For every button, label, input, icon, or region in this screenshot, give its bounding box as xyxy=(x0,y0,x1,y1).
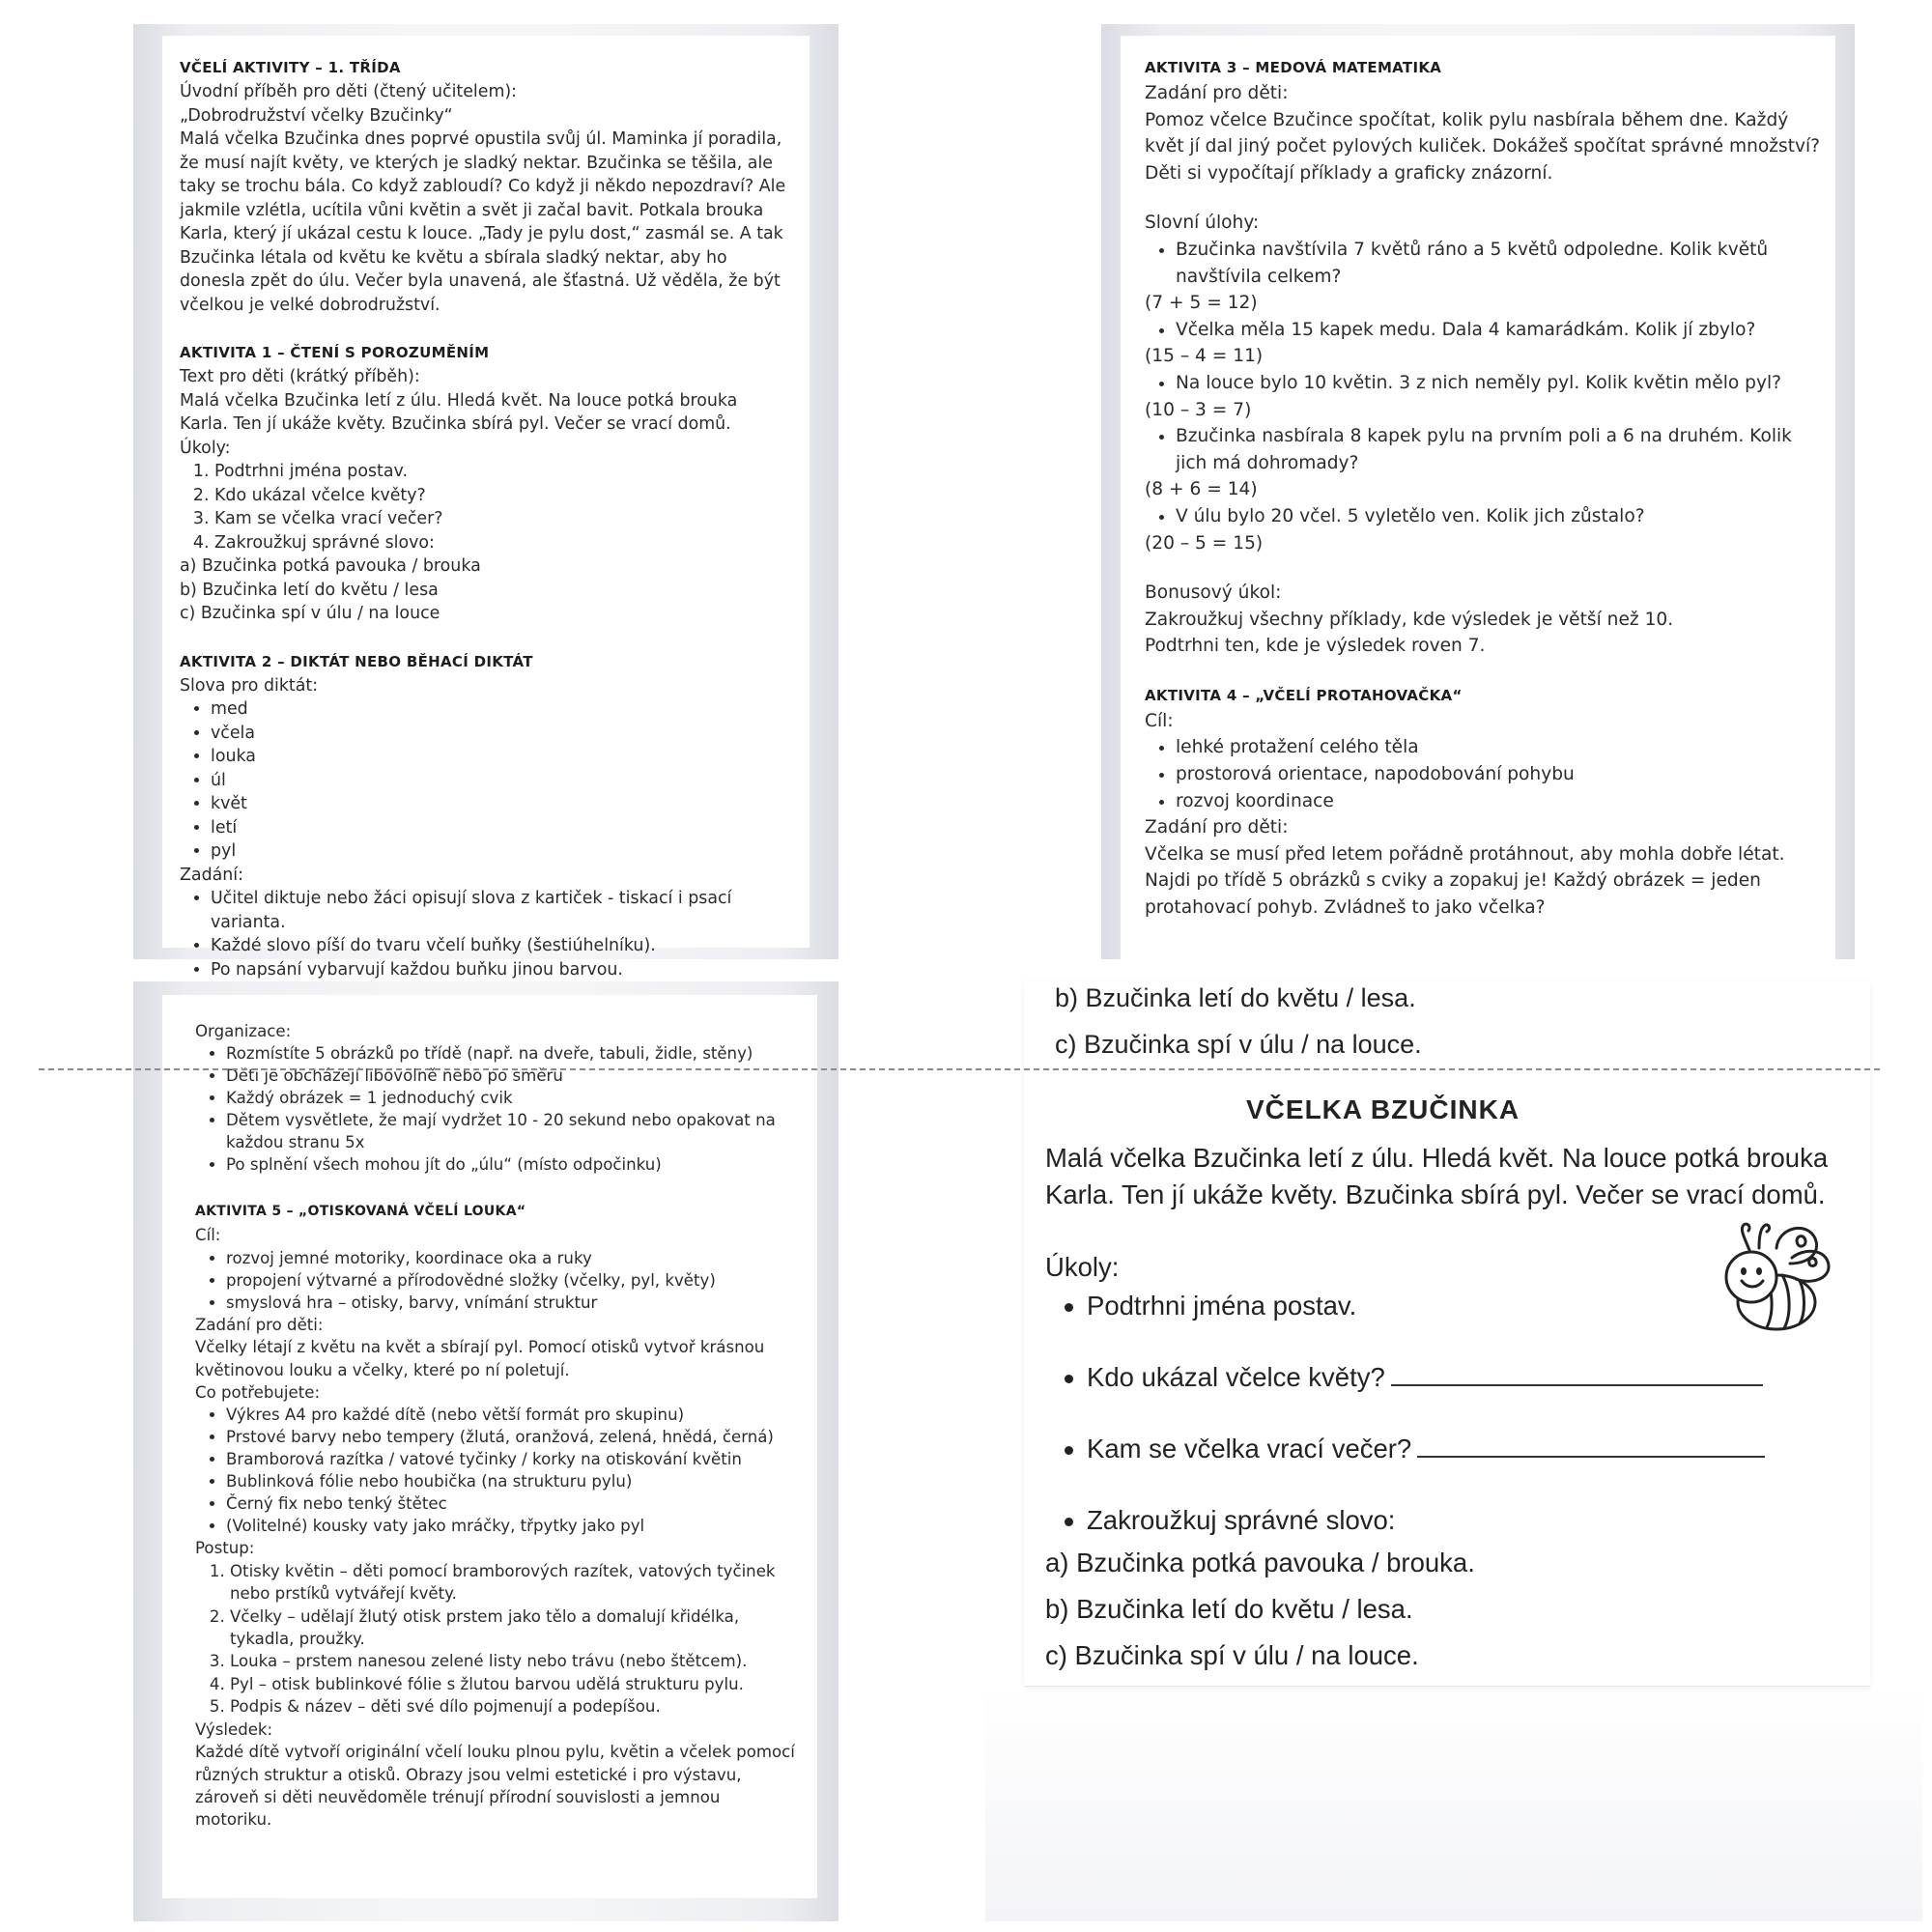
page-content xyxy=(1121,36,1835,959)
list-item: • Každý obrázek = 1 jednoduchý cvik xyxy=(226,1087,796,1109)
answer-blank[interactable] xyxy=(1417,1435,1765,1458)
org-label: Organizace: xyxy=(195,1022,292,1040)
a5-assign: Včelky létají z květu na květ a sbírají pyl. Pomocí otisků vytvoř krásnou květinovou louku a včelky, které po ní poletují. xyxy=(195,1338,765,1379)
worksheet-text: Malá včelka Bzučinka letí z úlu. Hledá květ. Na louce potká brouka Karla. Ten jí ukáže květy. Bzučinka sbírá pyl. Večer se vrací domů. xyxy=(1045,1143,1829,1209)
problem-answer: (20 – 5 = 15) xyxy=(1145,532,1264,554)
list-item: • pyl xyxy=(211,839,788,864)
list-item: • lehké protažení celého těla xyxy=(1176,734,1826,761)
result-text: Každé dítě vytvoří originální včelí louku plnou pylu, květin a včelek pomocí různých struktur a otisků. Obrazy jsou velmi estetické i pro výstavu, zároveň si děti neuvědoměle trénují přírodní souvislosti a jemnou motoriku. xyxy=(195,1743,795,1830)
a3-assign-label: Zadání pro děti: xyxy=(1145,83,1289,103)
problem-question: • V úlu bylo 20 včel. 5 vyletělo ven. Kolik jich zůstalo? xyxy=(1176,503,1826,530)
list-item: 3. Kam se včelka vrací večer? xyxy=(214,507,788,531)
list-item: 4. Zakroužkuj správné slovo: xyxy=(214,531,788,555)
list-item: • Bublinková fólie nebo houbička (na strukturu pylu) xyxy=(226,1470,796,1492)
problem-question: • Bzučinka navštívila 7 květů ráno a 5 květů odpoledne. Kolik květů navštívila celkem? xyxy=(1176,237,1826,290)
a2-assign-list xyxy=(180,887,788,981)
list-item: • med xyxy=(211,697,788,722)
activity-4-title: AKTIVITA 4 – „VČELÍ PROTAHOVAČKA“ xyxy=(1145,686,1463,704)
list-item: • propojení výtvarné a přírodovědné složky (včelky, pyl, květy) xyxy=(226,1269,796,1292)
problems-label: Slovní úlohy: xyxy=(1145,213,1260,234)
bonus-label: Bonusový úkol: xyxy=(1145,582,1282,604)
a3-assign-2: Děti si vypočítají příklady a graficky znázorní. xyxy=(1145,162,1553,184)
worksheet-title: VČELKA BZUČINKA xyxy=(1246,1094,1520,1124)
a4-goal-list xyxy=(1145,734,1826,814)
problem-item xyxy=(1145,317,1826,344)
list-item: • letí xyxy=(211,816,788,840)
task-text: Zakroužkuj správné slovo: xyxy=(1087,1505,1396,1535)
need-list xyxy=(195,1404,796,1537)
need-label: Co potřebujete: xyxy=(195,1383,321,1403)
task-item xyxy=(1065,1434,1765,1464)
task-item xyxy=(1065,1505,1395,1536)
task-text: Kdo ukázal včelce květy? xyxy=(1087,1362,1385,1392)
a1-tasks-label: Úkoly: xyxy=(180,438,231,458)
page-content xyxy=(162,995,817,1898)
list-item: • Po napsání vybarvují každou buňku jinou barvou. xyxy=(211,958,788,982)
problem-answer: (8 + 6 = 14) xyxy=(1145,479,1258,500)
bullet-icon xyxy=(1065,1303,1073,1312)
option-c: c) Bzučinka spí v úlu / na louce. xyxy=(1045,1640,1419,1670)
result-label: Výsledek: xyxy=(195,1719,273,1739)
a1-text: Malá včelka Bzučinka letí z úlu. Hledá květ. Na louce potká brouka Karla. Ten jí ukáže květy. Bzučinka sbírá pyl. Večer se vrací domů. xyxy=(180,390,738,434)
list-item: 4. Pyl – otisk bublinkové fólie s žlutou barvou udělá strukturu pylu. xyxy=(230,1673,796,1695)
worksheet-page-3 xyxy=(133,981,838,1921)
task-item xyxy=(1065,1291,1356,1321)
option-b-line: b) Bzučinka letí do květu / lesa. xyxy=(1055,983,1416,1012)
task-item xyxy=(1065,1362,1763,1393)
list-item: • Každé slovo píší do tvaru včelí buňky (šestiúhelníku). xyxy=(211,934,788,958)
list-item: • Bramborová razítka / vatové tyčinky / korky na otiskování květin xyxy=(226,1448,796,1470)
tasks-label: Úkoly: xyxy=(1045,1252,1120,1282)
list-item: • (Volitelné) kousky vaty jako mráčky, třpytky jako pyl xyxy=(226,1515,796,1537)
list-item: 2. Kdo ukázal včelce květy? xyxy=(214,484,788,508)
list-item: • smyslová hra – otisky, barvy, vnímání struktur xyxy=(226,1292,796,1314)
a5-goal-list xyxy=(195,1247,796,1314)
a1-text-label: Text pro děti (krátký příběh): xyxy=(180,367,420,386)
list-item: • Po splnění všech mohou jít do „úlu“ (místo odpočinku) xyxy=(226,1153,796,1176)
org-list xyxy=(195,1042,796,1176)
bullet-icon xyxy=(1065,1446,1073,1455)
a1-option: a) Bzučinka potká pavouka / brouka xyxy=(180,556,481,576)
a4-assign: Včelka se musí před letem pořádně protáhnout, aby mohla dobře létat. Najdi po třídě 5 obrázků s cviky a zopakuj je! Každý obrázek = jeden protahovací pohyb. Zvládneš to jako včelka? xyxy=(1145,843,1785,919)
steps-list xyxy=(195,1560,796,1719)
bonus-task: Zakroužkuj všechny příklady, kde výsledek je větší než 10. xyxy=(1145,609,1674,630)
a2-word-list xyxy=(180,697,788,864)
activity-5-title: AKTIVITA 5 – „OTISKOVANÁ VČELÍ LOUKA“ xyxy=(195,1204,526,1220)
problem-answer: (15 – 4 = 11) xyxy=(1145,346,1264,367)
problem-item xyxy=(1145,237,1826,290)
a1-task-list xyxy=(180,460,788,554)
problem-question: • Na louce bylo 10 květin. 3 z nich neměly pyl. Kolik květin mělo pyl? xyxy=(1176,370,1826,397)
worksheet-page-1 xyxy=(133,24,838,980)
a4-assign-label: Zadání pro děti: xyxy=(1145,817,1289,838)
task-text: Podtrhni jména postav. xyxy=(1087,1291,1357,1321)
story-title: „Dobrodružství včelky Bzučinky“ xyxy=(180,105,453,126)
list-item: • Rozmístíte 5 obrázků po třídě (např. na dveře, tabuli, židle, stěny) xyxy=(226,1042,796,1065)
page-content xyxy=(162,36,810,980)
cut-line xyxy=(39,1068,1880,1070)
a3-assign: Pomoz včelce Bzučince spočítat, kolik pylu nasbírala během dne. Každý květ jí dal jiný počet pylových kuliček. Dokážeš spočítat správné množství? xyxy=(1145,109,1821,157)
a5-assign-label: Zadání pro děti: xyxy=(195,1315,324,1334)
problem-question: • Bzučinka nasbírala 8 kapek pylu na prvním poli a 6 na druhém. Kolik jich má dohromady? xyxy=(1176,423,1826,476)
page-title: VČELÍ AKTIVITY – 1. TŘÍDA xyxy=(180,59,401,76)
problem-answer: (7 + 5 = 12) xyxy=(1145,293,1258,314)
list-item: • Výkres A4 pro každé dítě (nebo větší formát pro skupinu) xyxy=(226,1404,796,1426)
option-b: b) Bzučinka letí do květu / lesa. xyxy=(1045,1594,1413,1624)
list-item: 3. Louka – prstem nanesou zelené listy nebo trávu (nebo štětcem). xyxy=(230,1650,796,1672)
steps-label: Postup: xyxy=(195,1539,255,1558)
list-item: • Dětem vysvětlete, že mají vydržet 10 - 20 sekund nebo opakovat na každou stranu 5x xyxy=(226,1109,796,1153)
list-item: • úl xyxy=(211,769,788,793)
list-item: • rozvoj koordinace xyxy=(1176,788,1826,815)
answer-blank[interactable] xyxy=(1391,1363,1763,1386)
list-item: • květ xyxy=(211,792,788,816)
intro-label: Úvodní příběh pro děti (čtený učitelem): xyxy=(180,82,518,101)
list-item: • rozvoj jemné motoriky, koordinace oka a ruky xyxy=(226,1247,796,1269)
a2-words-label: Slova pro diktát: xyxy=(180,675,319,696)
problem-item xyxy=(1145,503,1826,530)
list-item: 1. Podtrhni jména postav. xyxy=(214,460,788,484)
option-a: a) Bzučinka potká pavouka / brouka. xyxy=(1045,1548,1475,1577)
a5-goal-label: Cíl: xyxy=(195,1226,221,1245)
list-item: 1. Otisky květin – děti pomocí bramborových razítek, vatových tyčinek nebo prstíků vytvářejí květy. xyxy=(230,1560,796,1605)
bullet-icon xyxy=(1065,1375,1073,1383)
list-item: • Černý fix nebo tenký štětec xyxy=(226,1492,796,1515)
story-text: Malá včelka Bzučinka dnes poprvé opustila svůj úl. Maminka jí poradila, že musí najít květy, ve kterých je sladký nektar. Bzučinka se těšila, ale taky se trochu bála. Co když zabloudí? Co když ji někdo nepozdraví? Ale jakmile vzlétla, ucítila vůni květin a svět ji začal bavit. Potkala brouka Karla, který jí ukázal cestu k louce. „Tady je pylu dost,“ zasmál se. A tak Bzučinka létala od květu ke květu a sbírala sladký nektar, aby ho donesla zpět do úlu. Večer byla unavená, ale šťastná. Už věděla, že být včelkou je velké dobrodružství. xyxy=(180,129,786,315)
list-item: • včela xyxy=(211,722,788,746)
problem-item xyxy=(1145,423,1826,476)
a1-option: c) Bzučinka spí v úlu / na louce xyxy=(180,604,440,623)
task-text: Kam se včelka vrací večer? xyxy=(1087,1434,1412,1463)
problem-item xyxy=(1145,370,1826,397)
bonus-task: Podtrhni ten, kde je výsledek roven 7. xyxy=(1145,636,1486,657)
a1-option: b) Bzučinka letí do květu / lesa xyxy=(180,580,439,600)
activity-2-title: AKTIVITA 2 – DIKTÁT NEBO BĚHACÍ DIKTÁT xyxy=(180,652,533,670)
list-item: • Děti je obcházejí libovolně nebo po směru xyxy=(226,1065,796,1087)
worksheet-page-2 xyxy=(1101,24,1855,959)
problem-question: • Včelka měla 15 kapek medu. Dala 4 kamarádkám. Kolik jí zbylo? xyxy=(1176,317,1826,344)
list-item: 2. Včelky – udělají žlutý otisk prstem jako tělo a domalují křidélka, tykadla, proužky. xyxy=(230,1605,796,1651)
bee-icon xyxy=(1715,1219,1835,1335)
list-item: • Učitel diktuje nebo žáci opisují slova z kartiček - tiskací i psací varianta. xyxy=(211,887,788,934)
list-item: 5. Podpis & název – děti své dílo pojmenují a podepíšou. xyxy=(230,1695,796,1718)
list-item: • Prstové barvy nebo tempery (žlutá, oranžová, zelená, hnědá, černá) xyxy=(226,1426,796,1448)
option-c-line: c) Bzučinka spí v úlu / na louce. xyxy=(1055,1030,1422,1059)
activity-3-title: AKTIVITA 3 – MEDOVÁ MATEMATIKA xyxy=(1145,59,1442,76)
a2-assign-label: Zadání: xyxy=(180,865,243,885)
list-item: • prostorová orientace, napodobování pohybu xyxy=(1176,761,1826,788)
list-item: • louka xyxy=(211,745,788,769)
bullet-icon xyxy=(1065,1518,1073,1526)
problem-answer: (10 – 3 = 7) xyxy=(1145,399,1252,420)
a4-goal-label: Cíl: xyxy=(1145,710,1174,731)
activity-1-title: AKTIVITA 1 – ČTENÍ S POROZUMĚNÍM xyxy=(180,344,490,361)
